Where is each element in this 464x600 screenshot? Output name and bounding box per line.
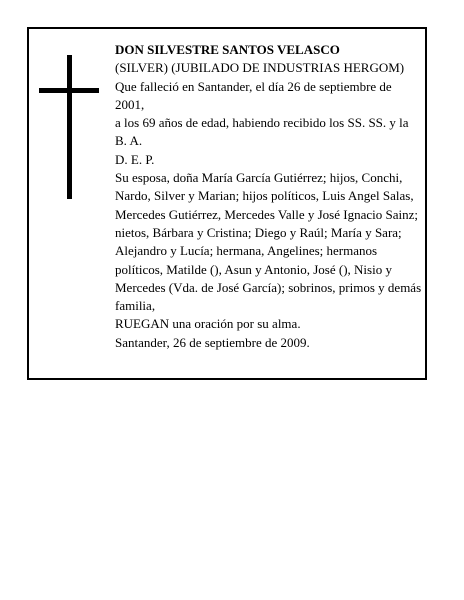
deceased-name: DON SILVESTRE SANTOS VELASCO (115, 42, 340, 57)
nickname-and-job: (SILVER) (JUBILADO DE INDUSTRIAS HERGOM) (115, 60, 405, 76)
prayer-request: RUEGAN una oración por su alma. (115, 316, 301, 332)
latin-cross-icon (39, 55, 99, 199)
cross-vertical-bar (67, 55, 72, 199)
family-list: Su esposa, doña María García Gutiérrez; hijos, Conchi, Nardo, Silver y Marian; hijos políticos, Luis Angel Salas, Mercedes Gutiérrez, Mercedes Valle y José Ignacio Sainz; nietos, Bárbara y Cristina; Diego y Raúl; María y Sara; Alejandro y Lucía; hermana, Angelines; hermanos políticos, Matilde (), Asun y Antonio, José (), Nisio y Mercedes (Vda. de José García); sobrinos, primos y demás familia, (115, 170, 422, 314)
notice-body (115, 41, 423, 352)
obituary-notice (27, 27, 427, 380)
rest-in-peace: D. E. P. (115, 151, 155, 167)
death-info: Que falleció en Santander, el día 26 de septiembre de 2001, (115, 78, 392, 112)
age-info: a los 69 años de edad, habiendo recibido los SS. SS. y la B. A. (115, 115, 409, 149)
cross-horizontal-bar (39, 88, 99, 93)
place-and-date: Santander, 26 de septiembre de 2009. (115, 334, 310, 350)
